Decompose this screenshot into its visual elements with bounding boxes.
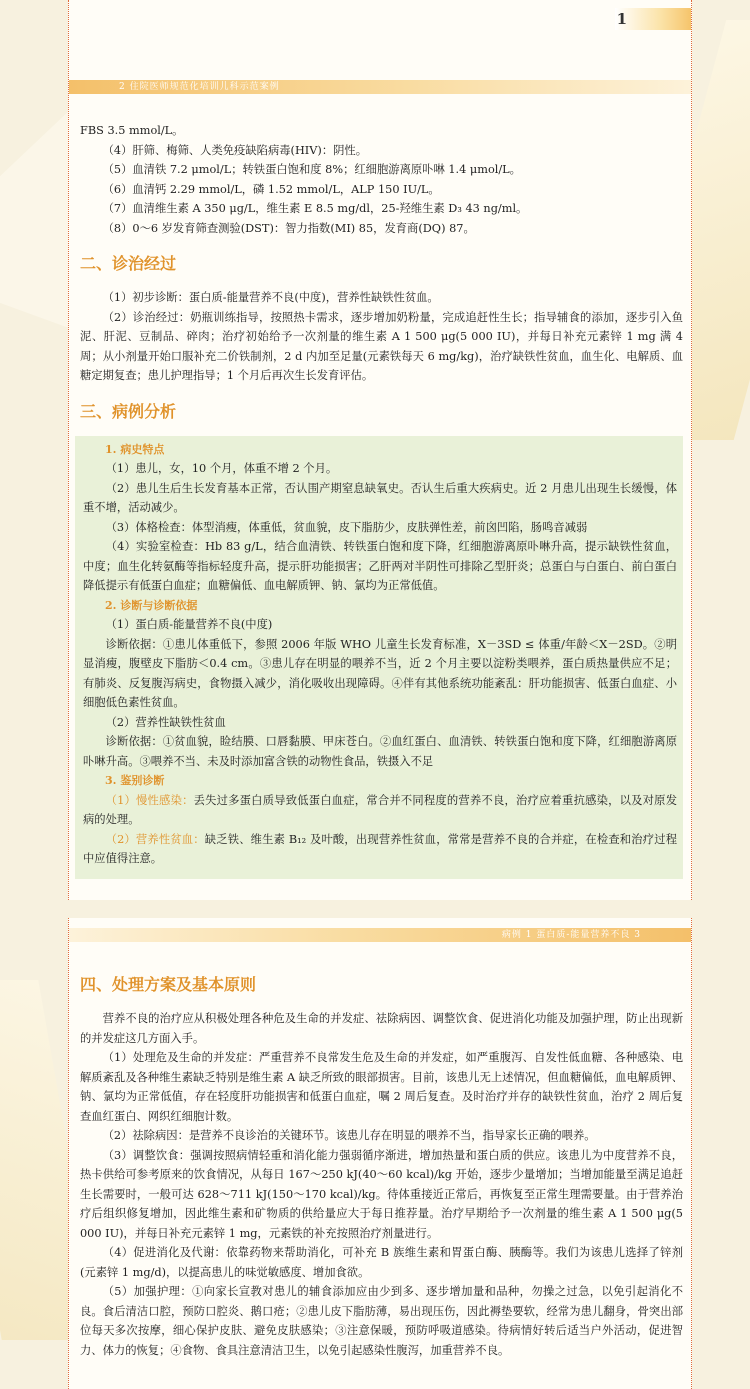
differential-label: （2）营养性贫血：: [105, 832, 205, 846]
subsection-heading: 2. 诊断与诊断依据: [105, 598, 198, 612]
page-number: 1: [616, 10, 627, 28]
running-header-text: 病例 1 蛋白质-能量营养不良 3: [501, 930, 641, 940]
paragraph: 诊断依据：①患儿体重低下，参照 2006 年版 WHO 儿童生长发育标准，X－3SD ≤ 体重/年龄＜X－2SD。②明显消瘦，腹壁皮下脂肪＜0.4 cm。③患儿存在明显的喂养不当，近 2 个月主要以淀粉类喂养，蛋白质热量供应不足；有肺炎、反复腹泻病史，食物摄入减少，消化吸收出现障碍。④伴有其他系统功能紊乱：肝功能损害、低蛋白血症、小细胞低色素性贫血。: [83, 637, 677, 709]
subsection-heading: 3. 鉴别诊断: [105, 774, 165, 787]
paragraph: （1）患儿，女，10 个月，体重不增 2 个月。: [105, 462, 338, 475]
section-title: 四、处理方案及基本原则: [80, 975, 257, 994]
differential-text: 丢失过多蛋白质导致低蛋白血症，常合并不同程度的营养不良，治疗应着重抗感染，以及对原发病的处理。: [83, 793, 677, 826]
running-header: [69, 928, 691, 942]
paragraph: （5）加强护理：①向家长宣教对患儿的辅食添加应由少到多、逐步增加量和品种，勿操之过急，以免引起消化不良。食后清洁口腔，预防口腔炎、鹅口疮；②患儿皮下脂肪薄，易出现压伤，因此褥垫要软，经常为患儿翻身，骨突出部位每天多次按摩，细心保护皮肤、避免皮肤感染；③注意保暖，预防呼吸道感染。待病情好转后适当户外活动，促进智力、体力的恢复；④食物、食具注意清洁卫生，以免引起感染性腹泻，加重营养不良。: [80, 1285, 683, 1357]
book-page-2: [68, 918, 692, 1389]
lab-line: （6）血清钙 2.29 mmol/L，磷 1.52 mmol/L，ALP 150 IU/L。: [102, 182, 440, 196]
paragraph: （1）蛋白质-能量营养不良(中度): [105, 618, 273, 631]
paragraph: （1）初步诊断：蛋白质-能量营养不良(中度)，营养性缺铁性贫血。: [102, 291, 439, 304]
paragraph: 诊断依据：①贫血貌，睑结膜、口唇黏膜、甲床苍白。②血红蛋白、血清铁、转铁蛋白饱和度下降，红细胞游离原卟啉升高。③喂养不当、未及时添加富含铁的动物性食品，铁摄入不足: [83, 735, 677, 768]
paragraph: （2）祛除病因：是营养不良诊治的关键环节。该患儿存在明显的喂养不当，指导家长正确的喂养。: [102, 1129, 596, 1142]
differential-text: 缺乏铁、维生素 B₁₂ 及叶酸，出现营养性贫血，常常是营养不良的合并症，在检查和治疗过程中应值得注意。: [83, 832, 677, 865]
book-page-1: [68, 0, 692, 900]
differential-item: [83, 791, 677, 830]
lab-line: （5）血清铁 7.2 μmol/L；转铁蛋白饱和度 8%；红细胞游离原卟啉 1.4 μmol/L。: [102, 163, 521, 176]
running-header-text: 2 住院医师规范化培训儿科示范案例: [119, 82, 280, 92]
subsection-heading: 1. 病史特点: [105, 442, 165, 456]
section-title: 三、病例分析: [80, 401, 177, 421]
lab-line: FBS 3.5 mmol/L。: [80, 124, 184, 137]
section-title: 二、诊治经过: [80, 254, 177, 273]
page-1-content: [80, 121, 683, 879]
paragraph: （3）体格检查：体型消瘦，体重低，贫血貌，皮下脂肪少，皮肤弹性差，前囟凹陷，肠鸣音减弱: [105, 520, 588, 534]
paragraph: （2）患儿生后生长发育基本正常，否认围产期窒息缺氧史。否认生后重大疾病史。近 2 月患儿出现生长缓慢，体重不增，活动减少。: [83, 481, 677, 514]
paragraph: 营养不良的治疗应从积极处理各种危及生命的并发症、祛除病因、调整饮食、促进消化功能及加强护理，防止出现新的并发症这几方面入手。: [80, 1012, 683, 1045]
lab-line: （8）0～6 岁发育筛查测验(DST)：智力指数(MI) 85，发育商(DQ) 87。: [102, 221, 475, 235]
paragraph: （1）处理危及生命的并发症：严重营养不良常发生危及生命的并发症，如严重腹泻、自发性低血糖、各种感染、电解质紊乱及各种维生素缺乏特别是维生素 A 缺乏所致的眼部损害。目前，该患儿无上述情况，但血糖偏低，血电解质钾、钠、氯均为正常低值，存在轻度肝功能损害和低蛋白血症，嘱 2 周后复查。及时治疗并存的缺铁性贫血，治疗 2 周后复查血红蛋白、网织红细胞计数。: [80, 1051, 683, 1123]
differential-label: （1）慢性感染：: [105, 793, 194, 807]
page-2-content: [80, 973, 683, 1360]
case-analysis-box: [75, 436, 683, 879]
paragraph: （2）诊治经过：奶瓶训练指导，按照热卡需求，逐步增加奶粉量，完成追赶性生长；指导辅食的添加，逐步引入鱼泥、肝泥、豆制品、碎肉；治疗初始给予一次剂量的维生素 A 1 500 μg(5 000 IU)，并每日补充元素锌 1 mg 满 4 周；从小剂量开始口服补充二价铁制剂，2 d 内加至足量(元素铁每天 6 mg/kg)，治疗缺铁性贫血，血生化、电解质、血糖定期复查；患儿护理指导；1 个月后再次生长发育评估。: [80, 310, 683, 382]
paragraph: （3）调整饮食：强调按照病情轻重和消化能力强弱循序渐进，增加热量和蛋白质的供应。该患儿为中度营养不良，热卡供给可参考原来的饮食情况，从每日 167～250 kJ(40～60 kcal)/kg 开始，逐步少量增加；当增加能量至满足追赶生长需要时，一般可达 628～711 kJ(150～170 kcal)/kg。待体重接近正常后，再恢复至正常生理需要量。由于营养治疗后组织修复增加，因此维生素和矿物质的供给量应大于每日推荐量。治疗早期给予一次剂量的维生素 A 1 500 μg(5 000 IU)，并每日补充元素锌 1 mg，元素铁的补充按照治疗剂量进行。: [80, 1148, 683, 1240]
paragraph: （4）促进消化及代谢：依靠药物来帮助消化，可补充 B 族维生素和胃蛋白酶、胰酶等。我们为该患儿选择了锌剂(元素锌 1 mg/d)，以提高患儿的味觉敏感度、增加食欲。: [80, 1246, 683, 1279]
lab-line: （7）血清维生素 A 350 μg/L，维生素 E 8.5 mg/dl，25-羟维生素 D₃ 43 ng/ml。: [102, 202, 528, 215]
running-header: [69, 80, 691, 94]
lab-line: （4）肝筛、梅筛、人类免疫缺陷病毒(HIV)：阴性。: [102, 143, 368, 157]
differential-item: [83, 830, 677, 869]
paragraph: （2）营养性缺铁性贫血: [105, 715, 226, 729]
paragraph: （4）实验室检查：Hb 83 g/L，结合血清铁、转铁蛋白饱和度下降，红细胞游离原卟啉升高，提示缺铁性贫血，中度；血生化转氨酶等指标轻度升高，提示肝功能损害；乙肝两对半阴性可排除乙型肝炎；总蛋白与白蛋白、前白蛋白降低提示有低蛋白血症；血糖偏低、血电解质钾、钠、氯均为正常低值。: [83, 540, 677, 592]
